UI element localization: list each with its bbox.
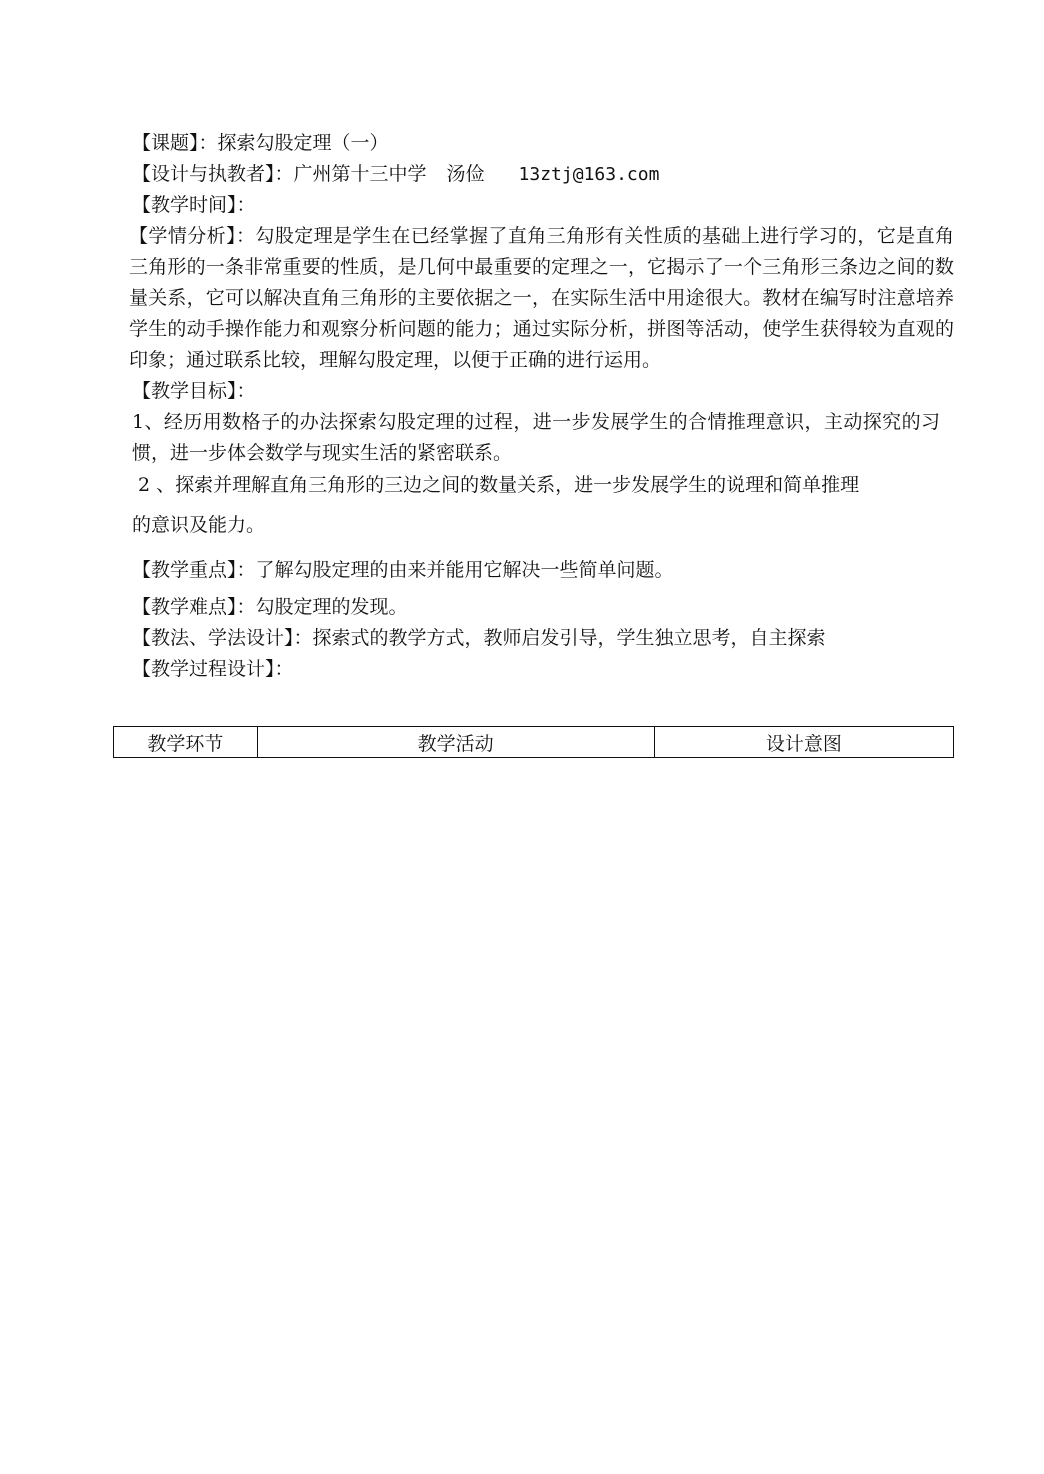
- lesson-plan-body: [129, 128, 954, 685]
- teaching-process-table-wrap: [113, 726, 954, 758]
- analysis-label: 【学情分析】：: [129, 225, 256, 247]
- difficulty-line: [132, 592, 954, 623]
- designer-line: [132, 159, 954, 190]
- key-point-line: [132, 555, 954, 586]
- method-label: 【教法、学法设计】：: [132, 627, 313, 649]
- goal-1: 1、经历用数格子的办法探索勾股定理的过程，进一步发展学生的合情推理意识，主动探究的习惯，进一步体会数学与现实生活的紧密联系。: [132, 411, 940, 464]
- table-header-row: [114, 727, 954, 758]
- designer-name: 汤俭: [446, 163, 485, 185]
- method-value: 探索式的教学方式，教师启发引导，学生独立思考，自主探索: [312, 627, 826, 649]
- analysis-text: 勾股定理是学生在已经掌握了直角三角形有关性质的基础上进行学习的，它是直角三角形的一条非常重要的性质，是几何中最重要的定理之一，它揭示了一个三角形三条边之间的数量关系，它可以解决直角三角形的主要依据之一，在实际生活中用途很大。教材在编写时注意培养学生的动手操作能力和观察分析问题的能力；通过实际分析，拼图等活动，使学生获得较为直观的印象；通过联系比较，理解勾股定理，以便于正确的进行运用。: [129, 225, 954, 371]
- goals-label: 【教学目标】：: [132, 380, 256, 402]
- goal-2-line1: 2 、探索并理解直角三角形的三边之间的数量关系，进一步发展学生的说理和简单推理: [132, 474, 860, 496]
- time-line: [132, 190, 954, 221]
- difficulty-label: 【教学难点】：: [132, 596, 256, 618]
- header-design-intent: 设计意图: [654, 727, 953, 758]
- topic-line: [132, 128, 954, 159]
- key-point-label: 【教学重点】：: [132, 559, 256, 581]
- process-label: 【教学过程设计】：: [132, 658, 294, 680]
- difficulty-value: 勾股定理的发现。: [255, 596, 408, 618]
- teaching-process-table: [113, 726, 954, 758]
- topic-value: 探索勾股定理（一）: [217, 132, 389, 154]
- time-label: 【教学时间】：: [132, 194, 256, 216]
- header-teaching-stage: 教学环节: [114, 727, 258, 758]
- process-line: [132, 654, 954, 685]
- key-point-value: 了解勾股定理的由来并能用它解决一些简单问题。: [255, 559, 674, 581]
- header-teaching-activity: 教学活动: [257, 727, 654, 758]
- topic-label: 【课题】：: [132, 132, 218, 154]
- designer-label: 【设计与执教者】：: [132, 163, 294, 185]
- goal-2-line2: 的意识及能力。: [132, 514, 266, 536]
- goals-line: [132, 376, 954, 407]
- method-line: [132, 623, 954, 654]
- designer-school: 广州第十三中学: [293, 163, 427, 185]
- analysis-paragraph: [129, 221, 954, 376]
- designer-email: 13ztj@163.com: [518, 164, 660, 185]
